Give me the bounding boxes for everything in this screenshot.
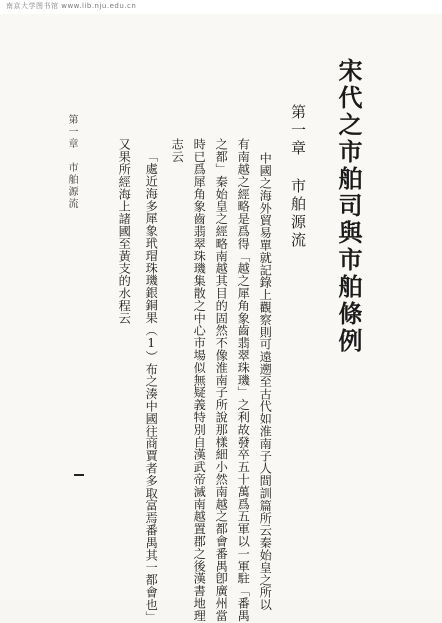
running-header: 第一章 市舶源流 <box>66 114 77 210</box>
text-column-2: 有南越之經略是爲得「越之犀角象齒翡翠珠璣」之利故發卒五十萬爲五軍以一軍駐「番禺 <box>236 138 251 622</box>
chapter-number: 第一章 <box>289 104 307 158</box>
text-column-1: 中國之海外貿易單就記錄上觀察則可遠遡至古代如淮南子人間訓篇所云秦始皇之所以 <box>258 152 273 611</box>
document-page <box>0 14 442 623</box>
chapter-heading <box>290 104 305 250</box>
book-title: 宋代之市舶司與市舶條例 <box>334 58 363 355</box>
text-column-3: 之都」秦始皇之經略南越其目的固然不像淮南子所說那樣細小然南越之都會番禺卽廣州當 <box>214 138 229 622</box>
viewer-header <box>0 0 442 15</box>
watermark-text: 南京大学图书馆 www.lib.nju.edu.cn <box>6 2 137 10</box>
text-column-7: 又果所經海上諸國至黃支的水程云 <box>117 138 132 324</box>
quote-column: 「處近海多犀象玳瑁珠璣銀銅果（1）布之湊中國往商賈者多取富焉番禺其一都會也」 <box>144 150 159 623</box>
chapter-name: 市舶源流 <box>289 178 307 250</box>
text-column-4: 時已爲犀角象齒翡翠珠璣集散之中心市場似無疑義特別自漢武帝滅南越置郡之後漢書地理 <box>192 138 207 622</box>
page-number <box>74 474 84 476</box>
text-column-5: 志云 <box>170 138 185 163</box>
